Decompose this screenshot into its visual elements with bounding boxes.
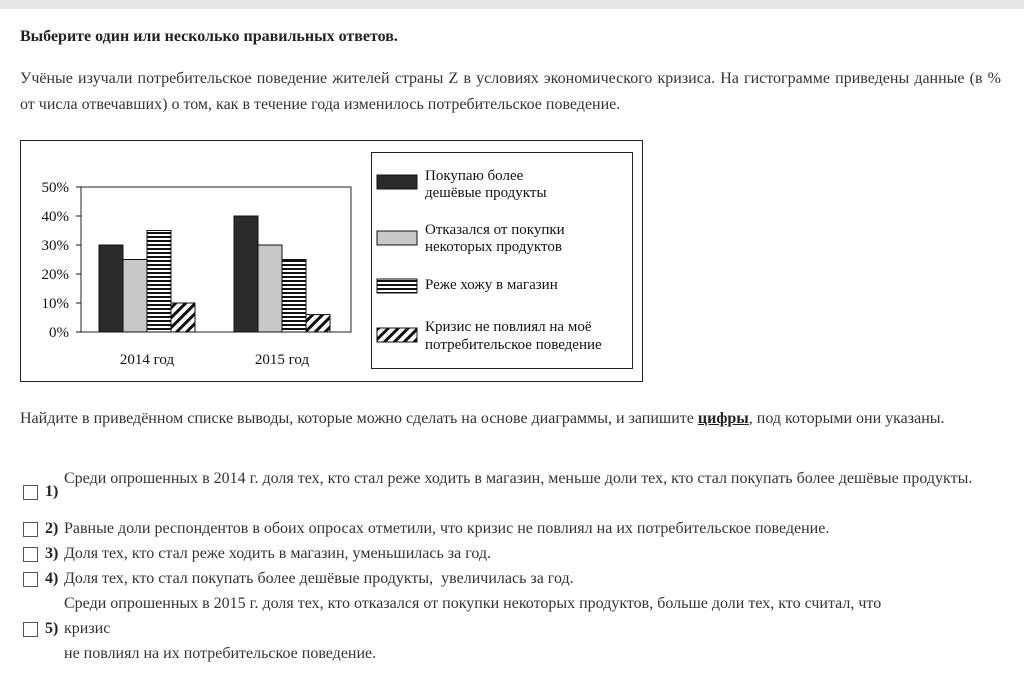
legend-label: Реже хожу в магазин xyxy=(425,277,558,293)
option-number: 4) xyxy=(45,570,59,587)
option-text: Равные доли респондентов в обоих опросах отметили, что кризис не повлиял на их потребительское поведение. xyxy=(64,520,830,537)
option-number: 2) xyxy=(45,520,59,537)
bar xyxy=(171,303,195,332)
option-5[interactable] xyxy=(20,591,1001,669)
bar xyxy=(99,245,123,332)
bar xyxy=(123,260,147,333)
option-3[interactable] xyxy=(20,541,1001,567)
bar xyxy=(147,231,171,333)
option-checkbox[interactable] xyxy=(23,522,38,537)
legend-swatch xyxy=(377,328,417,342)
legend-label: дешёвые продукты xyxy=(425,185,547,201)
option-text-line-2: кризис xyxy=(64,620,111,637)
option-number: 5) xyxy=(45,620,59,637)
legend-swatch xyxy=(377,231,417,245)
x-tick-label: 2015 год xyxy=(254,352,310,368)
option-number: 3) xyxy=(45,545,59,562)
question-after: , под которыми они указаны. xyxy=(748,410,945,427)
question-text xyxy=(20,406,1001,432)
legend-swatch xyxy=(377,175,417,189)
option-number: 1) xyxy=(45,483,59,500)
y-tick-label: 20% xyxy=(41,267,69,283)
bar-chart xyxy=(20,140,643,382)
option-2[interactable] xyxy=(20,516,1001,542)
legend-label: Кризис не повлиял на моё xyxy=(425,319,592,335)
option-checkbox[interactable] xyxy=(23,547,38,562)
question-before: Найдите в приведённом списке выводы, которые можно сделать на основе диаграммы, и запишите xyxy=(20,410,694,427)
legend-label: некоторых продуктов xyxy=(425,239,562,255)
bar xyxy=(306,315,330,332)
option-checkbox[interactable] xyxy=(23,485,38,500)
option-checkbox[interactable] xyxy=(23,572,38,587)
option-1[interactable] xyxy=(20,466,1001,518)
bar xyxy=(282,260,306,333)
y-tick-label: 10% xyxy=(41,296,69,312)
option-checkbox[interactable] xyxy=(23,622,38,637)
y-tick-label: 30% xyxy=(41,238,69,254)
legend-label: Отказался от покупки xyxy=(425,222,565,238)
question-emphasis: цифры xyxy=(697,410,749,427)
x-tick-label: 2014 год xyxy=(119,352,175,368)
option-4[interactable] xyxy=(20,566,1001,592)
bar xyxy=(258,245,282,332)
option-text: Среди опрошенных в 2014 г. доля тех, кто стал реже ходить в магазин, меньше доли тех, кто стал покупать более дешёвые продукты. xyxy=(64,470,973,487)
legend-label: Покупаю более xyxy=(425,168,524,184)
intro-text: Учёные изучали потребительское поведение жителей страны Z в условиях экономического кризиса. На гистограмме приведены данные (в % от числа отвечавших) о том, как в течение года изменилось потребительское поведение. xyxy=(20,70,1001,113)
option-text: Доля тех, кто стал покупать более дешёвые продукты, увеличилась за год. xyxy=(64,570,574,587)
legend-label: потребительское поведение xyxy=(425,337,602,353)
y-tick-label: 40% xyxy=(41,209,69,225)
instruction: Выберите один или несколько правильных ответов. xyxy=(20,28,398,45)
option-text-line-1: Среди опрошенных в 2015 г. доля тех, кто отказался от покупки некоторых продуктов, больше доли тех, кто считал, что xyxy=(64,595,882,612)
y-tick-label: 0% xyxy=(49,325,69,341)
top-bar xyxy=(0,0,1024,9)
option-text: Доля тех, кто стал реже ходить в магазин, уменьшилась за год. xyxy=(64,545,492,562)
bar xyxy=(234,216,258,332)
legend-swatch xyxy=(377,279,417,293)
option-text-line-3: не повлиял на их потребительское поведение. xyxy=(64,645,377,662)
y-tick-label: 50% xyxy=(41,180,69,196)
